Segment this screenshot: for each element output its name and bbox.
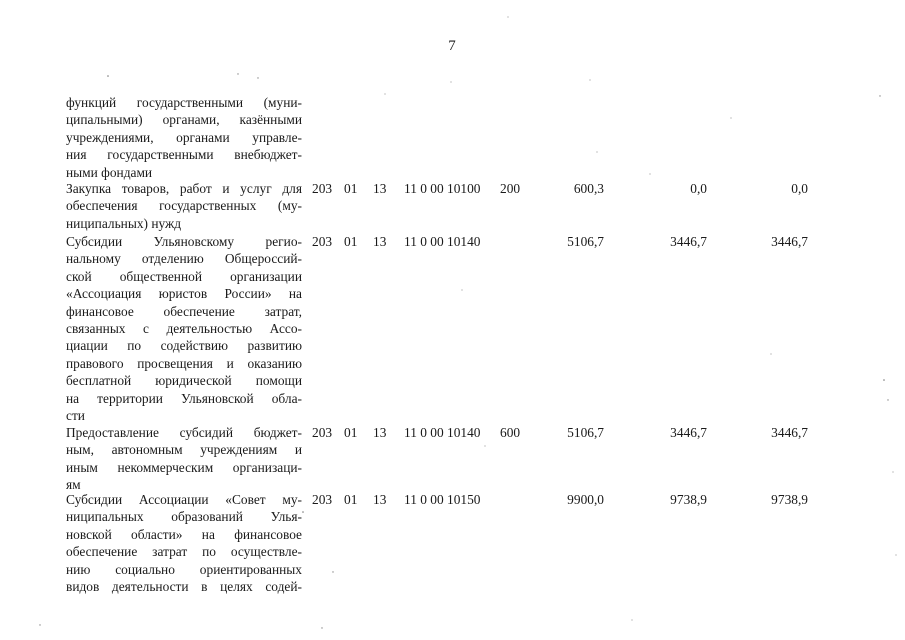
row-description — [66, 180, 302, 232]
cell-value-1: 9900,0 — [567, 492, 604, 507]
cell-value-2: 9738,9 — [670, 492, 707, 507]
description-line: циации по содействию развитию — [66, 338, 302, 354]
cell-csr: 11 0 00 10140 — [404, 425, 481, 440]
description-line: обеспечения государственных (му- — [66, 198, 302, 214]
cell-glav: 203 — [312, 492, 333, 507]
description-line: ципальными) органами, казёнными — [66, 112, 302, 128]
description-line: Предоставление субсидий бюджет- — [66, 425, 302, 440]
cell-value-1: 5106,7 — [567, 425, 604, 440]
description-line: учреждениями, органами управле- — [66, 129, 302, 145]
description-line: «Ассоциация юристов России» на — [66, 286, 302, 302]
cell-value-1: 5106,7 — [567, 234, 604, 249]
description-line: сти — [66, 408, 85, 424]
row-description — [66, 491, 302, 595]
cell-value-3: 9738,9 — [771, 492, 808, 507]
cell-csr: 11 0 00 10140 — [404, 234, 481, 249]
cell-rz: 01 — [344, 425, 358, 440]
description-line: ниципальных образований Улья- — [66, 509, 302, 525]
page-number: 7 — [448, 38, 456, 54]
description-line: нию социально ориентированных — [66, 561, 302, 577]
cell-glav: 203 — [312, 181, 333, 196]
description-line: бесплатной юридической помощи — [66, 373, 302, 389]
cell-pr: 13 — [373, 425, 387, 440]
cell-value-2: 3446,7 — [670, 234, 707, 249]
cell-value-3: 0,0 — [791, 181, 808, 196]
description-line: Закупка товаров, работ и услуг для — [66, 181, 302, 196]
description-line: ным, автономным учреждениям и — [66, 442, 302, 458]
cell-pr: 13 — [373, 492, 387, 507]
description-line: Субсидии Ассоциации «Совет му- — [66, 492, 302, 507]
cell-pr: 13 — [373, 181, 387, 196]
description-line: обеспечение затрат по осуществле- — [66, 544, 302, 560]
cell-value-3: 3446,7 — [771, 425, 808, 440]
cell-value-1: 600,3 — [573, 181, 604, 196]
description-line: ниципальных) нужд — [66, 215, 182, 231]
row-description — [66, 424, 302, 494]
row-description — [66, 94, 302, 181]
cell-value-3: 3446,7 — [771, 234, 808, 249]
description-line: видов деятельности в целях содей- — [66, 579, 302, 595]
description-line: финансовое обеспечение затрат, — [66, 303, 302, 319]
row-description — [66, 233, 302, 424]
description-line: ям — [66, 477, 81, 493]
cell-vr: 200 — [500, 181, 521, 196]
cell-rz: 01 — [344, 181, 358, 196]
description-line: связанных с деятельностью Ассо- — [66, 321, 302, 337]
cell-value-2: 0,0 — [690, 181, 707, 196]
cell-vr: 600 — [500, 425, 521, 440]
description-line: функций государственными (муни- — [66, 95, 302, 110]
description-line: правового просвещения и оказанию — [66, 355, 302, 371]
cell-rz: 01 — [344, 234, 358, 249]
cell-csr: 11 0 00 10150 — [404, 492, 481, 507]
cell-rz: 01 — [344, 492, 358, 507]
description-line: нальному отделению Общероссий- — [66, 251, 302, 267]
cell-glav: 203 — [312, 234, 333, 249]
description-line: Субсидии Ульяновскому регио- — [66, 234, 302, 249]
description-line: на территории Ульяновской обла- — [66, 390, 302, 406]
description-line: ской общественной организации — [66, 268, 302, 284]
description-line: новской области» на финансовое — [66, 526, 302, 542]
description-line: ными фондами — [66, 164, 153, 180]
cell-pr: 13 — [373, 234, 387, 249]
cell-glav: 203 — [312, 425, 333, 440]
description-line: иным некоммерческим организаци- — [66, 459, 302, 475]
cell-value-2: 3446,7 — [670, 425, 707, 440]
description-line: ния государственными внебюджет- — [66, 147, 302, 163]
cell-csr: 11 0 00 10100 — [404, 181, 481, 196]
